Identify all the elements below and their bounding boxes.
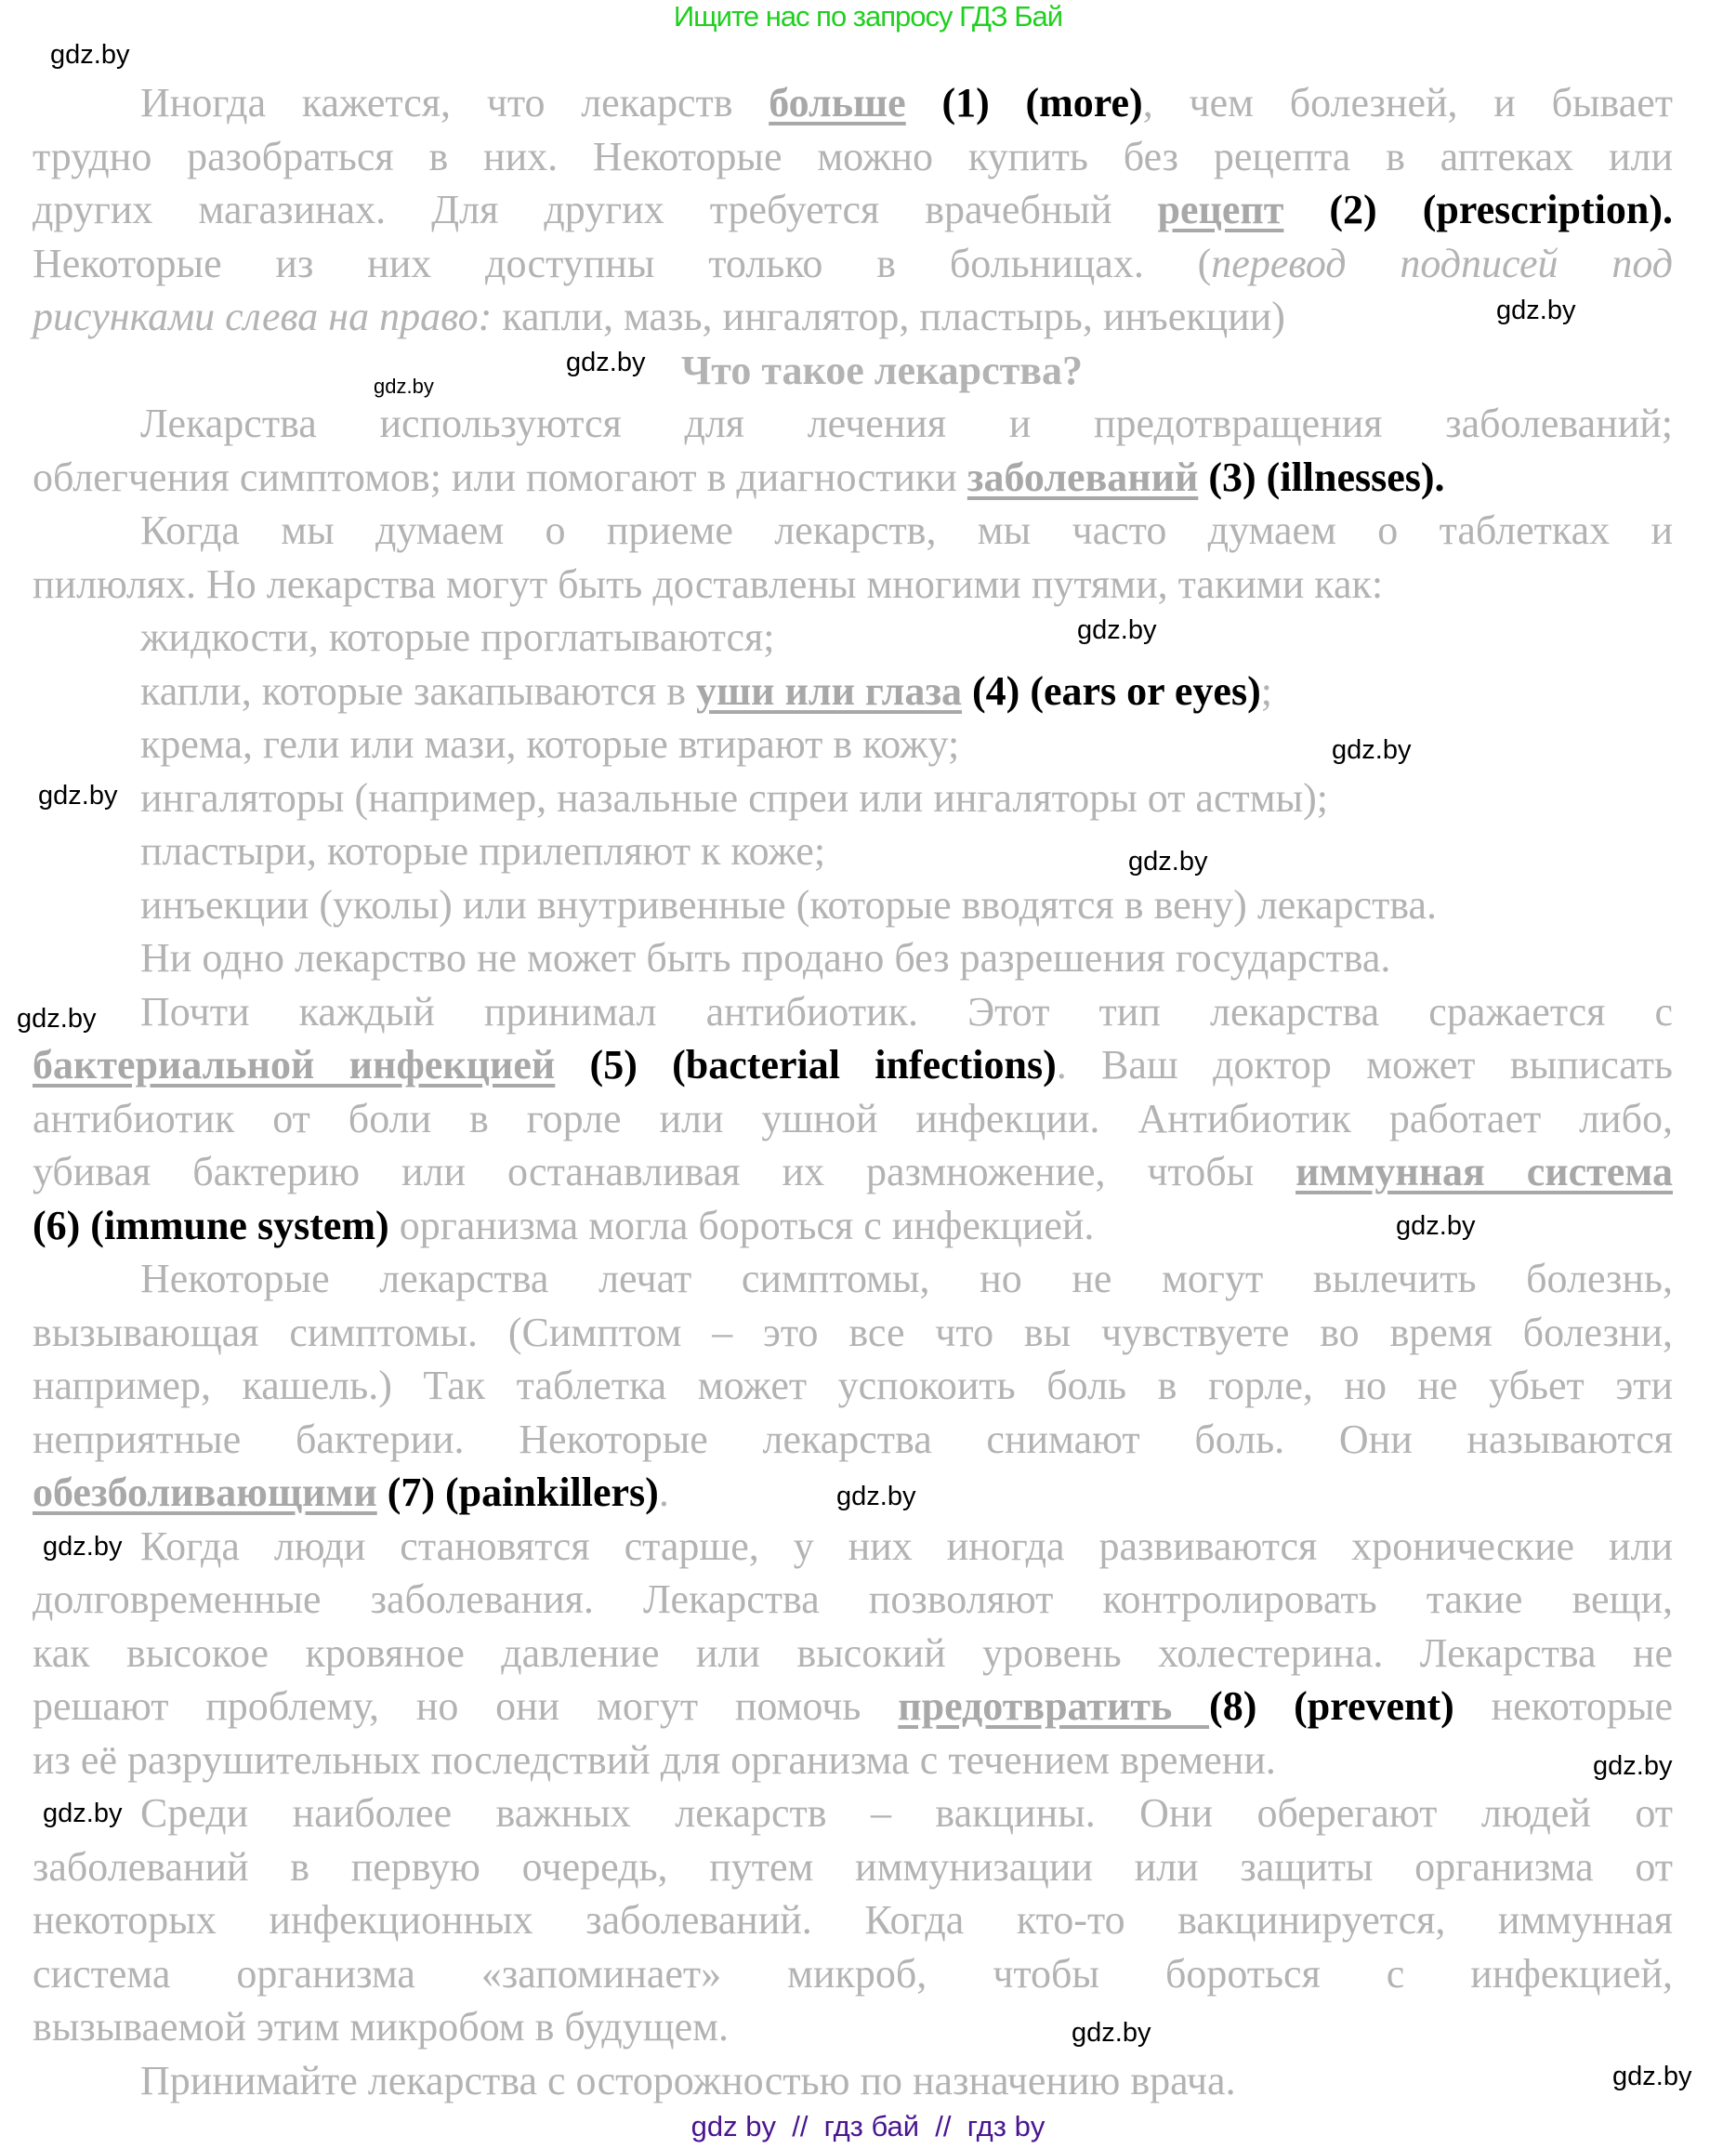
text-segment <box>906 80 942 125</box>
watermark: gdz.by <box>38 781 118 811</box>
text-line <box>33 1148 1673 1201</box>
watermark: gdz.by <box>1332 735 1412 765</box>
text-line <box>140 827 825 880</box>
text-segment: система организма «запоминает» микроб, чтобы бороться с инфекцией, <box>33 1950 1673 1997</box>
text-line <box>33 2003 729 2056</box>
text-line <box>140 1523 1673 1575</box>
text-segment <box>377 1470 388 1515</box>
text-line <box>33 1416 1673 1469</box>
text-line <box>33 1682 1673 1735</box>
text-segment: других магазинах. Для других требуется врачебный <box>33 187 1158 232</box>
text-segment: Почти каждый принимал антибиотик. Этот тип лекарства сражается с <box>140 988 1673 1035</box>
text-line <box>140 613 774 666</box>
answer-text: (4) (ears or eyes) <box>972 667 1261 714</box>
text-line <box>140 1255 1673 1308</box>
text-segment: . Ваш доктор может выписать <box>1056 1042 1673 1088</box>
text-segment: крема, гели или мази, которые втирают в кожу; <box>140 721 960 767</box>
underlined-term: заболеваний <box>967 454 1199 500</box>
watermark: gdz.by <box>43 1532 123 1562</box>
text-segment: . <box>658 1470 669 1515</box>
watermark: gdz.by <box>374 375 434 398</box>
text-segment: Когда люди становятся старше, у них иногда развиваются хронические или <box>140 1523 1673 1569</box>
text-line <box>33 1575 1673 1628</box>
text-line <box>33 560 1383 613</box>
watermark: gdz.by <box>836 1482 916 1511</box>
text-segment: капли, мазь, ингалятор, пластырь, инъекции) <box>492 294 1285 339</box>
underlined-term: бактериальной инфекцией <box>33 1042 556 1088</box>
underlined-term: уши или глаза <box>696 667 963 714</box>
text-line <box>140 988 1673 1041</box>
search-banner: Ищите нас по запросу ГДЗ Бай <box>673 0 1063 33</box>
watermark: gdz.by <box>1077 615 1157 645</box>
text-line <box>140 507 1673 560</box>
text-line <box>140 774 1328 827</box>
footer-links: gdz by // гдз бай // гдз by <box>690 2110 1046 2142</box>
text-line <box>33 1736 1276 1789</box>
text-line <box>33 240 1673 293</box>
text-segment: ингаляторы (например, назальные спреи или ингаляторы от астмы); <box>140 774 1328 821</box>
text-segment: долговременные заболевания. Лекарства позволяют контролировать такие вещи, <box>33 1576 1673 1622</box>
text-segment: трудно разобраться в них. Некоторые можно купить без рецепта в аптеках или <box>33 133 1673 179</box>
answer-text: (7) (painkillers) <box>387 1470 659 1515</box>
text-line <box>140 400 1673 453</box>
text-segment: организма могла бороться с инфекцией. <box>388 1202 1095 1248</box>
text-segment: вызывающая симптомы. (Симптом – это все что вы чувствуете во время болезни, <box>33 1309 1673 1355</box>
text-line <box>140 1789 1673 1842</box>
text-segment: некоторые <box>1453 1683 1673 1729</box>
text-line <box>33 1362 1673 1415</box>
underlined-term: иммунная система <box>1295 1149 1673 1194</box>
text-segment: как высокое кровяное давление или высокий уровень холестерина. Лекарства не <box>33 1629 1673 1676</box>
answer-text: (6) (immune system) <box>33 1202 389 1248</box>
text-line <box>33 1843 1673 1896</box>
text-segment: Принимайте лекарства с осторожностью по назначению врача. <box>140 2057 1236 2103</box>
text-segment <box>555 1042 589 1088</box>
text-line <box>140 79 1673 132</box>
text-segment: заболеваний в первую очередь, путем иммунизации или защиты организма от <box>33 1843 1673 1890</box>
text-segment: Лекарства используются для лечения и предотвращения заболеваний; <box>140 401 1673 446</box>
text-line <box>33 1629 1673 1682</box>
text-line <box>140 2057 1236 2110</box>
text-segment: облегчения симптомов; или помогают в диагностики <box>33 454 967 500</box>
text-line <box>140 720 959 773</box>
answer-text: (1) (more) <box>941 80 1143 125</box>
underlined-term: обезболивающими <box>33 1470 377 1515</box>
watermark: gdz.by <box>1396 1211 1476 1241</box>
watermark: gdz.by <box>1612 2062 1692 2091</box>
watermark: gdz.by <box>1072 2018 1151 2048</box>
answer-text: (3) (illnesses). <box>1208 454 1445 500</box>
text-segment: ; <box>1260 667 1272 714</box>
text-segment: пластыри, которые прилепляют к коже; <box>140 828 826 874</box>
text-line <box>140 934 1390 987</box>
watermark: gdz.by <box>566 348 646 377</box>
text-segment: Когда мы думаем о приеме лекарств, мы часто думаем о таблетках и <box>140 508 1673 553</box>
text-segment <box>962 668 972 714</box>
underlined-term: рецепт <box>1157 187 1284 232</box>
text-segment <box>1283 187 1329 232</box>
answer-text: (8) (prevent) <box>1209 1683 1454 1729</box>
text-segment: Иногда кажется, что лекарств <box>140 80 769 125</box>
section-heading <box>681 347 1083 400</box>
watermark: gdz.by <box>43 1799 123 1828</box>
text-segment: неприятные бактерии. Некоторые лекарства снимают боль. Они называются <box>33 1416 1673 1462</box>
watermark: gdz.by <box>17 1004 97 1034</box>
text-line <box>33 454 1445 507</box>
heading-text: Что такое лекарства? <box>681 347 1084 393</box>
text-segment: Некоторые из них доступны только в больницах. ( <box>33 240 1212 286</box>
text-segment: , чем болезней, и бывает <box>1142 80 1673 125</box>
watermark: gdz.by <box>1496 296 1576 325</box>
text-segment: убивая бактерию или останавливая их размножение, чтобы <box>33 1149 1296 1194</box>
text-line <box>33 1041 1673 1094</box>
text-segment: пилюлях. Но лекарства могут быть доставлены многими путями, такими как: <box>33 560 1384 607</box>
italic-note: перевод подписей под <box>1211 240 1674 286</box>
watermark: gdz.by <box>1593 1751 1673 1781</box>
answer-text: (5) (bacterial infections) <box>589 1042 1057 1088</box>
text-line <box>140 881 1437 934</box>
watermark: gdz.by <box>50 40 130 70</box>
text-segment: инъекции (уколы) или внутривенные (которые вводятся в вену) лекарства. <box>140 881 1438 928</box>
text-segment: решают проблему, но они могут помочь <box>33 1683 899 1729</box>
text-segment: Некоторые лекарства лечат симптомы, но не могут вылечить болезнь, <box>140 1256 1673 1301</box>
underlined-term: больше <box>769 80 906 125</box>
watermark: gdz.by <box>1128 847 1208 877</box>
text-segment: некоторых инфекционных заболеваний. Когда кто-то вакцинируется, иммунная <box>33 1897 1673 1943</box>
text-line <box>33 1309 1673 1362</box>
text-line <box>140 667 1272 720</box>
text-segment: Среди наиболее важных лекарств – вакцины. Они оберегают людей от <box>140 1790 1673 1836</box>
text-line <box>33 133 1673 186</box>
text-segment: капли, которые закапываются в <box>140 667 697 714</box>
text-line <box>33 1469 669 1522</box>
text-segment: вызываемой этим микробом в будущем. <box>33 2004 729 2050</box>
text-line <box>33 1095 1673 1148</box>
text-line <box>33 1202 1094 1255</box>
text-segment <box>1198 455 1208 500</box>
text-line <box>33 1950 1673 2003</box>
text-line <box>33 186 1673 239</box>
text-segment: антибиотик от боли в горле или ушной инфекции. Антибиотик работает либо, <box>33 1095 1673 1141</box>
answer-text: (2) (prescription). <box>1329 187 1673 232</box>
text-segment: жидкости, которые проглатываются; <box>140 614 775 660</box>
text-segment: Ни одно лекарство не может быть продано без разрешения государства. <box>140 935 1391 981</box>
text-segment: из её разрушительных последствий для организма с течением времени. <box>33 1736 1276 1783</box>
italic-note: рисунками слева на право: <box>33 294 493 339</box>
text-line <box>33 293 1285 346</box>
underlined-term: предотвратить <box>898 1683 1210 1729</box>
text-segment: например, кашель.) Так таблетка может успокоить боль в горле, но не убьет эти <box>33 1363 1673 1408</box>
text-line <box>33 1896 1673 1949</box>
